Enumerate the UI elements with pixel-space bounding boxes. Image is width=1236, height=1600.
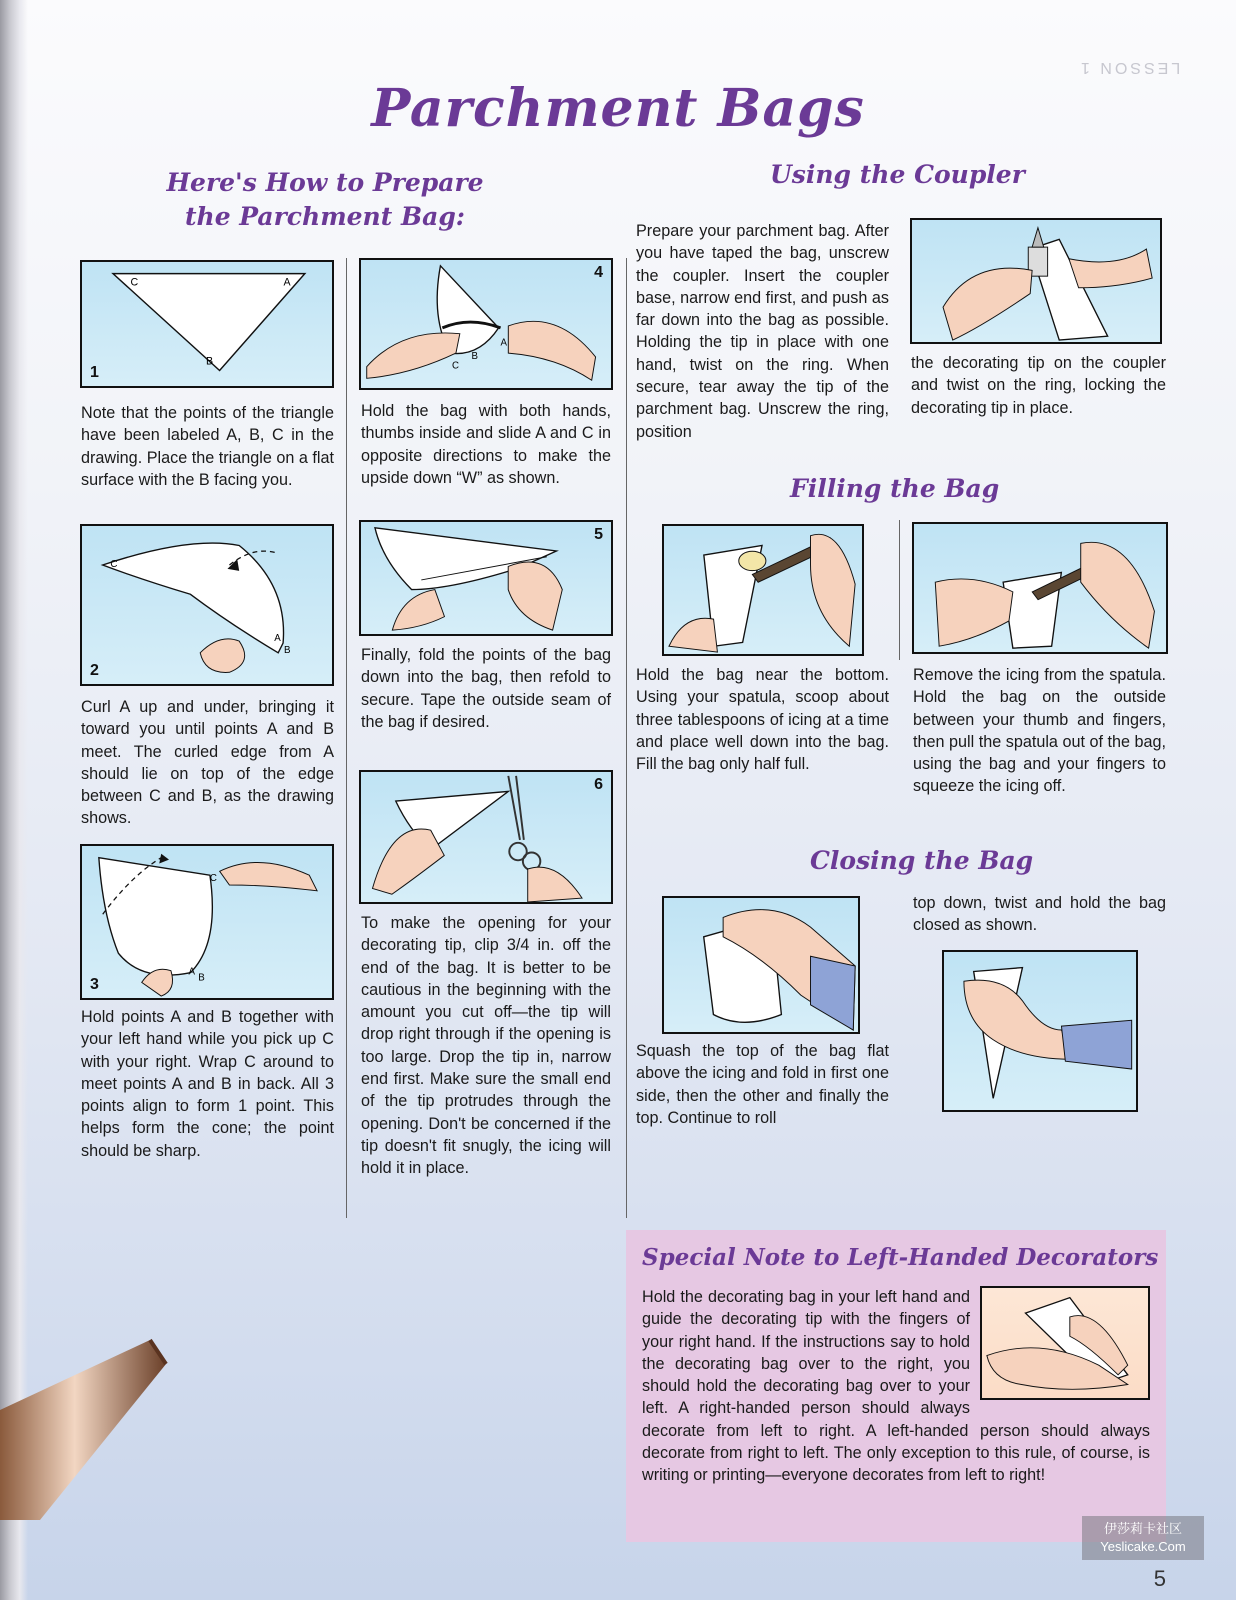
coupler-heading: Using the Coupler xyxy=(770,160,1025,189)
spatula-scoop-illustration xyxy=(664,526,862,654)
twist-hold-illustration xyxy=(944,952,1136,1110)
label-b: B xyxy=(471,350,478,362)
closing-text-right: top down, twist and hold the bag closed as shown. xyxy=(913,894,1166,935)
label-c: C xyxy=(130,276,139,289)
filling-text-left: Hold the bag near the bottom. Using your spatula, scoop about three tablespoons of icing at a time and place well down into the bag. Fill the bag only half full. xyxy=(636,666,889,774)
coupler-text-right: the decorating tip on the coupler and twist on the ring, locking the decorating tip in place. xyxy=(911,354,1166,417)
step-1-figure xyxy=(80,260,334,388)
filling-figure-left xyxy=(662,524,864,656)
cone-curl-illustration xyxy=(82,526,332,684)
label-c: C xyxy=(209,873,217,885)
step-3-text: Hold points A and B together with your left hand while you pick up C with your right. Wrap C around to meet points A and B in back. All 3 points align to form 1 point. This helps form the cone; the point should be sharp. xyxy=(81,1008,334,1160)
step-4-text: Hold the bag with both hands, thumbs inside and slide A and C in opposite directions to make the upside down “W” as shown. xyxy=(361,402,611,487)
left-handed-note-box xyxy=(626,1230,1166,1542)
page-number: 5 xyxy=(1153,1566,1166,1591)
step-5-text: Finally, fold the points of the bag down into the bag, then refold to secure. Tape the outside seam of the bag if desired. xyxy=(361,646,611,731)
step-4-number: 4 xyxy=(594,264,603,281)
label-c: C xyxy=(110,558,118,570)
closing-figure-right xyxy=(942,950,1138,1112)
label-a: A xyxy=(500,337,508,349)
label-c: C xyxy=(452,360,460,372)
label-a: A xyxy=(188,966,195,978)
watermark-line2: Yeslicake.Com xyxy=(1100,1539,1186,1554)
site-watermark xyxy=(1082,1516,1204,1560)
column-divider-3 xyxy=(899,520,900,660)
prepare-heading-line1: Here's How to Prepare xyxy=(166,168,484,197)
closing-text-left: Squash the top of the bag flat above the icing and fold in first one side, then the other and finally the top. Continue to roll xyxy=(636,1042,889,1127)
filling-figure-right xyxy=(912,522,1168,654)
column-divider-2 xyxy=(626,258,627,1218)
label-b: B xyxy=(198,972,205,984)
filling-heading: Filling the Bag xyxy=(790,474,1000,503)
fold-points-illustration xyxy=(361,522,611,634)
clip-tip-illustration xyxy=(361,772,611,902)
step-2-number: 2 xyxy=(90,662,99,679)
note-title: Special Note to Left-Handed Decorators xyxy=(642,1244,1159,1271)
step-6-text: To make the opening for your decorating tip, clip 3/4 in. off the end of the bag. It is better to be cautious in the beginning with the amount you cut off—the tip will drop right through if the opening is too large. Drop the tip in, narrow end first. Make sure the small end of the tip protrudes through the opening. Don't be concerned if the tip doesn't fit snugly, the icing will hold it in place. xyxy=(361,914,611,1178)
hands-slide-illustration xyxy=(361,260,611,388)
label-b: B xyxy=(284,644,291,656)
step-3-figure xyxy=(80,844,334,1000)
step-4-figure xyxy=(359,258,613,390)
prepare-heading-line2: the Parchment Bag: xyxy=(184,202,466,231)
left-hand-figure xyxy=(980,1286,1150,1400)
left-hand-illustration xyxy=(982,1288,1148,1398)
step-1-number: 1 xyxy=(90,364,99,381)
step-6-figure xyxy=(359,770,613,904)
squash-top-illustration xyxy=(664,898,858,1032)
step-6-number: 6 xyxy=(594,776,603,793)
coupler-hands-illustration xyxy=(912,220,1160,342)
step-5-figure xyxy=(359,520,613,636)
page-title: Parchment Bags xyxy=(371,78,865,139)
cone-wrap-illustration xyxy=(82,846,332,998)
coupler-text-left: Prepare your parchment bag. After you have taped the bag, unscrew the coupler. Insert the coupler base, narrow end first, and push as far down into the bag as possible. Holding the tip in place with one hand, twist on the ring. When secure, tear away the tip of the parchment bag. Unscrew the ring, position xyxy=(636,222,889,441)
lesson-tag: LESSON 1 xyxy=(1077,59,1180,76)
closing-figure-left xyxy=(662,896,860,1034)
step-1-text: Note that the points of the triangle have been labeled A, B, C in the drawing. Place the triangle on a flat surface with the B facing you. xyxy=(81,404,334,489)
label-a: A xyxy=(274,633,281,645)
closing-heading: Closing the Bag xyxy=(810,846,1034,875)
note-text: Hold the decorating bag in your left hand and guide the decorating tip with the fingers of your right hand. If the instructions say to hold the decorating bag over to the right, you should hold the decorating bag over to your left. A right-handed person should always decorate from left to right. A left-handed person should always decorate from right to left. The only exception to this rule, of course, is writing or printing—everyone decorates from left to right! xyxy=(642,1288,1150,1485)
step-2-figure xyxy=(80,524,334,686)
label-a: A xyxy=(283,276,291,289)
coupler-figure xyxy=(910,218,1162,344)
decorating-tip-image xyxy=(0,1330,170,1520)
label-b: B xyxy=(206,355,214,368)
squeeze-spatula-illustration xyxy=(914,524,1166,652)
triangle-diagram xyxy=(82,262,332,386)
step-2-text: Curl A up and under, bringing it toward you until points A and B meet. The curled edge from A should lie on top of the edge between C and B, as the drawing shows. xyxy=(81,698,334,828)
watermark-line1: 伊莎莉卡社区 xyxy=(1103,1521,1182,1536)
step-5-number: 5 xyxy=(594,526,603,543)
filling-text-right: Remove the icing from the spatula. Hold the bag on the outside between your thumb and fingers, then pull the spatula out of the bag, using the bag and your fingers to squeeze the icing off. xyxy=(913,666,1166,796)
step-3-number: 3 xyxy=(90,976,99,993)
prepare-heading xyxy=(150,166,500,234)
column-divider-1 xyxy=(346,258,347,1218)
note-text-wrap xyxy=(642,1286,1150,1487)
